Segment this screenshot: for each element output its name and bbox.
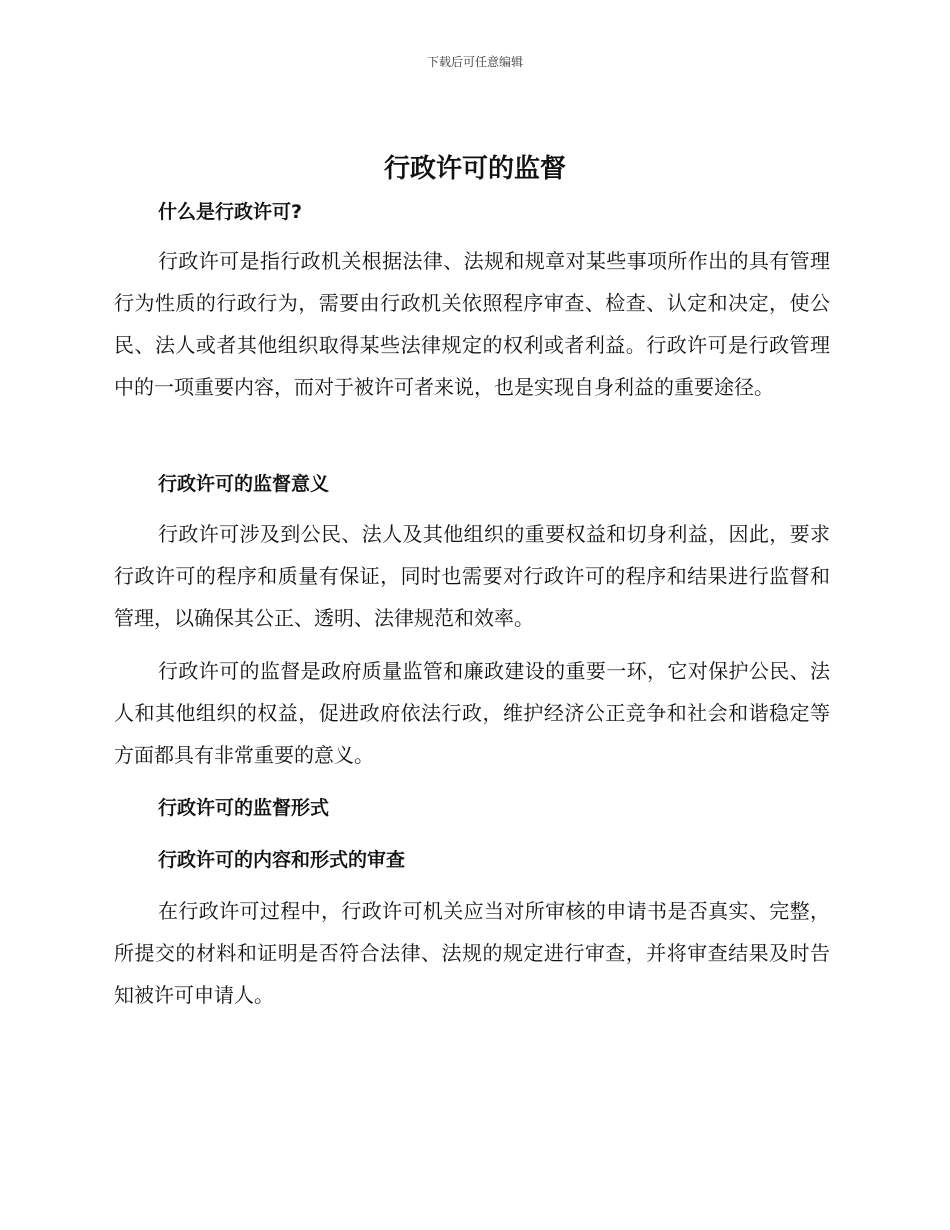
section-heading-supervision-forms: 行政许可的监督形式	[158, 797, 330, 819]
section-heading-content-review: 行政许可的内容和形式的审查	[158, 849, 406, 871]
paragraph-content-review: 在行政许可过程中，行政许可机关应当对所审核的申请书是否真实、完整，所提交的材料和证明是否符合法律、法规的规定进行审查，并将审查结果及时告知被许可申请人。	[114, 899, 830, 1007]
section-heading-what-is-permit: 什么是行政许可?	[158, 201, 303, 223]
document-title: 行政许可的监督	[383, 154, 566, 184]
paragraph-permit-definition: 行政许可是指行政机关根据法律、法规和规章对某些事项所作出的具有管理行为性质的行政行为，需要由行政机关依照程序审查、检查、认定和决定，使公民、法人或者其他组织取得某些法律规定的权利或者利益。行政许可是行政管理中的一项重要内容，而对于被许可者来说，也是实现自身利益的重要途径。	[114, 249, 830, 399]
section-heading-supervision-significance: 行政许可的监督意义	[158, 473, 330, 495]
page-header-note: 下载后可任意编辑	[426, 55, 523, 69]
paragraph-supervision-importance: 行政许可的监督是政府质量监管和廉政建设的重要一环，它对保护公民、法人和其他组织的权益，促进政府依法行政，维护经济公正竞争和社会和谐稳定等方面都具有非常重要的意义。	[114, 659, 830, 767]
paragraph-supervision-need: 行政许可涉及到公民、法人及其他组织的重要权益和切身利益，因此，要求行政许可的程序和质量有保证，同时也需要对行政许可的程序和结果进行监督和管理，以确保其公正、透明、法律规范和效率。	[114, 522, 830, 630]
